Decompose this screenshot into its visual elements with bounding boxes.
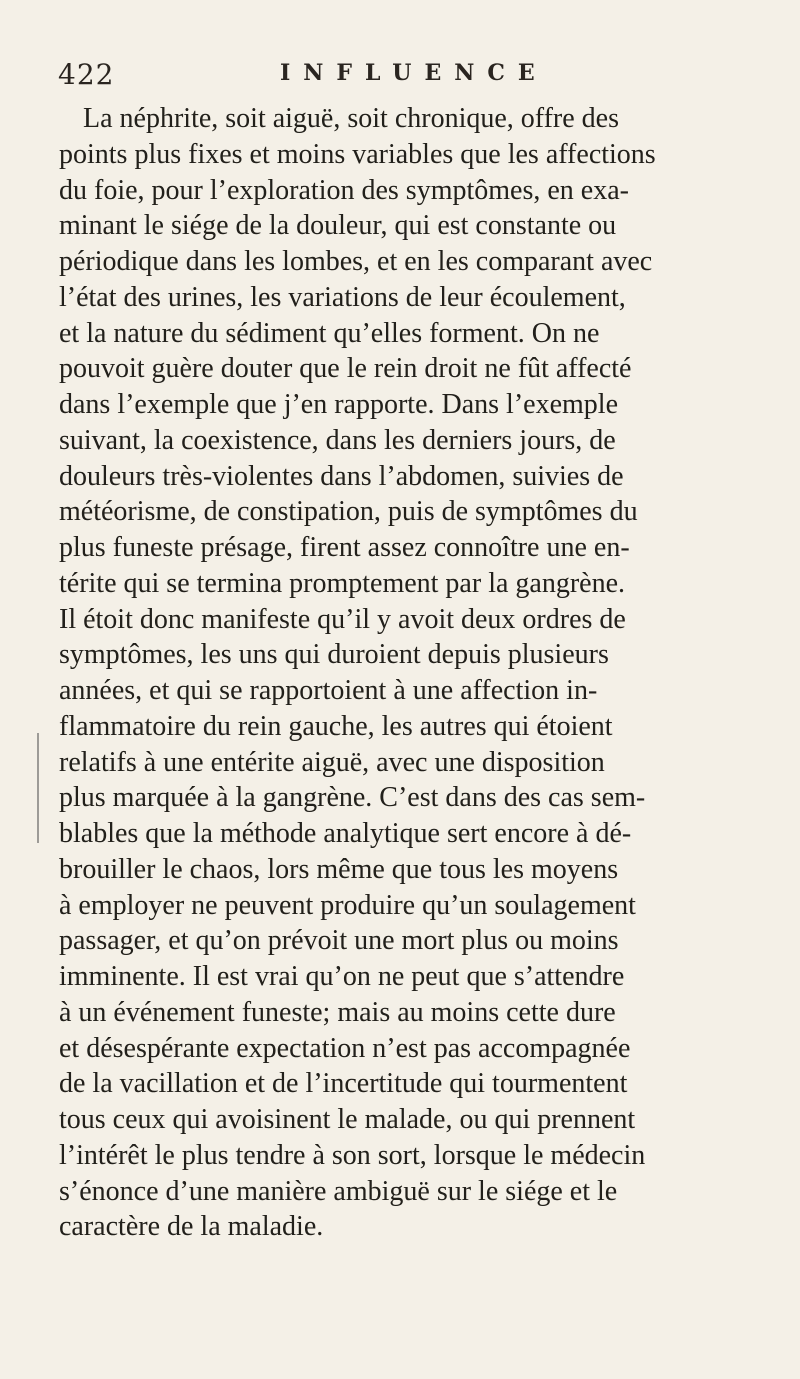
text-line: suivant, la coexistence, dans les derniers jours, de	[59, 424, 616, 456]
text-line: pouvoit guère douter que le rein droit ne fût affecté	[59, 353, 632, 385]
text-line: de la vacillation et de l’incertitude qui tourmentent	[59, 1068, 628, 1100]
text-line: points plus fixes et moins variables que les affections	[59, 138, 656, 170]
margin-mark	[37, 733, 42, 843]
text-line: tous ceux qui avoisinent le malade, ou qui prennent	[59, 1104, 636, 1135]
text-line: s’énonce d’une manière ambiguë sur le siége et le	[59, 1175, 618, 1207]
text-line: à employer ne peuvent produire qu’un soulagement	[59, 889, 636, 921]
page-number: 422	[58, 58, 115, 91]
text-line: du foie, pour l’exploration des symptômes, en exa-	[59, 174, 629, 206]
text-line: passager, et qu’on prévoit une mort plus ou moins	[59, 925, 619, 957]
running-head: INFLUENCE	[280, 60, 548, 86]
text-line: années, et qui se rapportoient à une affection in-	[59, 675, 598, 706]
text-line: relatifs à une entérite aiguë, avec une disposition	[59, 746, 605, 778]
text-line: Il étoit donc manifeste qu’il y avoit deux ordres de	[59, 603, 626, 635]
text-line: plus funeste présage, firent assez connoître une en-	[59, 532, 630, 563]
text-line: blables que la méthode analytique sert encore à dé-	[59, 818, 632, 849]
text-line: imminente. Il est vrai qu’on ne peut que s’attendre	[59, 961, 625, 992]
text-line: brouiller le chaos, lors même que tous les moyens	[59, 853, 619, 885]
text-line: symptômes, les uns qui duroient depuis plusieurs	[59, 639, 609, 671]
text-line: minant le siége de la douleur, qui est constante ou	[59, 210, 617, 242]
text-line: plus marquée à la gangrène. C’est dans des cas sem-	[59, 782, 646, 814]
text-line: périodique dans les lombes, et en les comparant avec	[59, 246, 653, 277]
text-line: et désespérante expectation n’est pas accompagnée	[59, 1032, 631, 1064]
text-line: flammatoire du rein gauche, les autres qui étoient	[59, 710, 613, 742]
text-line: térite qui se termina promptement par la gangrène.	[59, 567, 626, 599]
text-line: à un événement funeste; mais au moins cette dure	[59, 996, 616, 1028]
text-line: l’état des urines, les variations de leur écoulement,	[59, 281, 626, 313]
text-line: et la nature du sédiment qu’elles forment. On ne	[59, 317, 600, 349]
text-line: dans l’exemple que j’en rapporte. Dans l’exemple	[59, 389, 619, 420]
text-line: douleurs très-violentes dans l’abdomen, suivies de	[59, 460, 624, 492]
text-line-last: caractère de la maladie.	[59, 1211, 324, 1243]
body-text	[59, 101, 779, 1245]
text-line: l’intérêt le plus tendre à son sort, lorsque le médecin	[59, 1139, 646, 1171]
text-line: météorisme, de constipation, puis de symptômes du	[59, 496, 638, 528]
page-header	[58, 58, 758, 98]
text-line: La néphrite, soit aiguë, soit chronique, offre des	[83, 103, 619, 134]
